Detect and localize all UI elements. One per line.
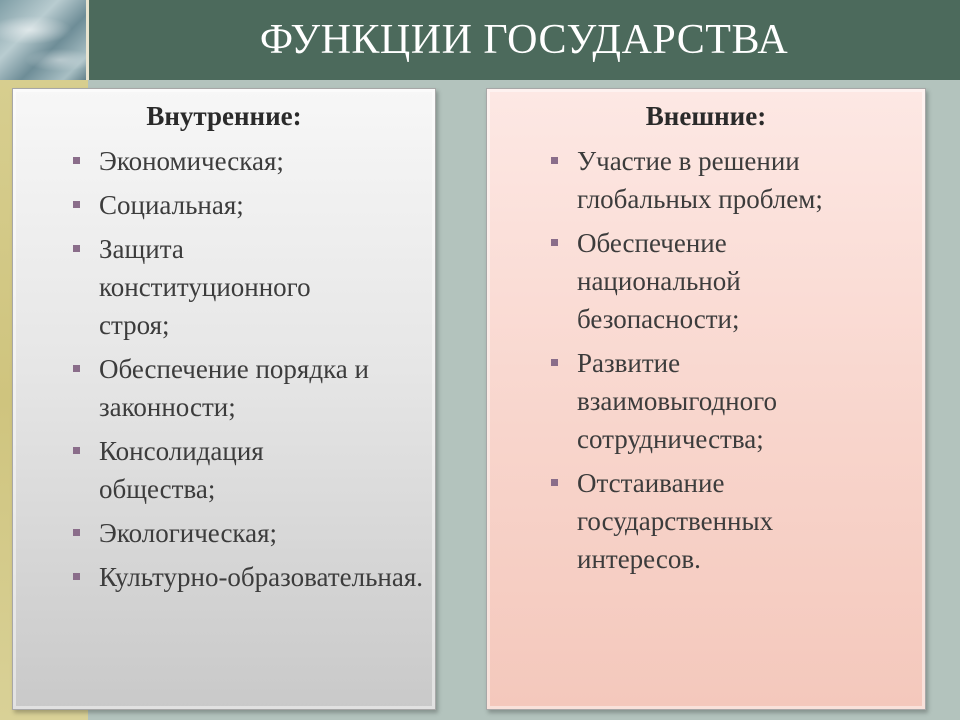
list-item [577, 344, 917, 458]
list-item-text: Участие в решении глобальных проблем; [577, 146, 823, 214]
list-item-text: Обеспечение национальной безопасности; [577, 228, 741, 334]
list-item-text: Развитие взаимовыгодного сотрудничества; [577, 348, 778, 454]
list-item-text: Защита конституционного строя; [99, 234, 311, 340]
list-item-text: Экологическая; [99, 518, 278, 548]
list-item [99, 514, 427, 552]
square-bullet-icon [73, 573, 80, 580]
square-bullet-icon [551, 359, 558, 366]
square-bullet-icon [73, 157, 80, 164]
internal-heading: Внутренние: [146, 101, 302, 131]
internal-functions-panel [12, 88, 436, 710]
list-item-text: Социальная; [99, 190, 244, 220]
internal-functions-list [13, 142, 435, 596]
list-item-text: Обеспечение порядка и законности; [99, 354, 369, 422]
list-item-text: Консолидация общества; [99, 436, 264, 504]
list-item [99, 142, 427, 180]
square-bullet-icon [73, 245, 80, 252]
square-bullet-icon [551, 479, 558, 486]
list-item [577, 464, 917, 578]
list-item [99, 432, 427, 508]
external-functions-panel [486, 88, 926, 710]
list-item [99, 186, 427, 224]
list-item-text: Экономическая; [99, 146, 284, 176]
external-heading: Внешние: [645, 101, 767, 131]
list-item [99, 558, 427, 596]
external-functions-list [487, 142, 925, 578]
list-item [577, 224, 917, 338]
square-bullet-icon [551, 157, 558, 164]
list-item [99, 350, 427, 426]
square-bullet-icon [73, 365, 80, 372]
page-title: ФУНКЦИИ ГОСУДАРСТВА [259, 17, 789, 63]
list-item-text: Культурно-образовательная. [99, 562, 424, 592]
list-item-text: Отстаивание государственных интересов. [577, 468, 774, 574]
square-bullet-icon [73, 447, 80, 454]
list-item [99, 230, 427, 344]
list-item [577, 142, 917, 218]
square-bullet-icon [551, 239, 558, 246]
square-bullet-icon [73, 201, 80, 208]
square-bullet-icon [73, 529, 80, 536]
header-photo [0, 0, 88, 80]
